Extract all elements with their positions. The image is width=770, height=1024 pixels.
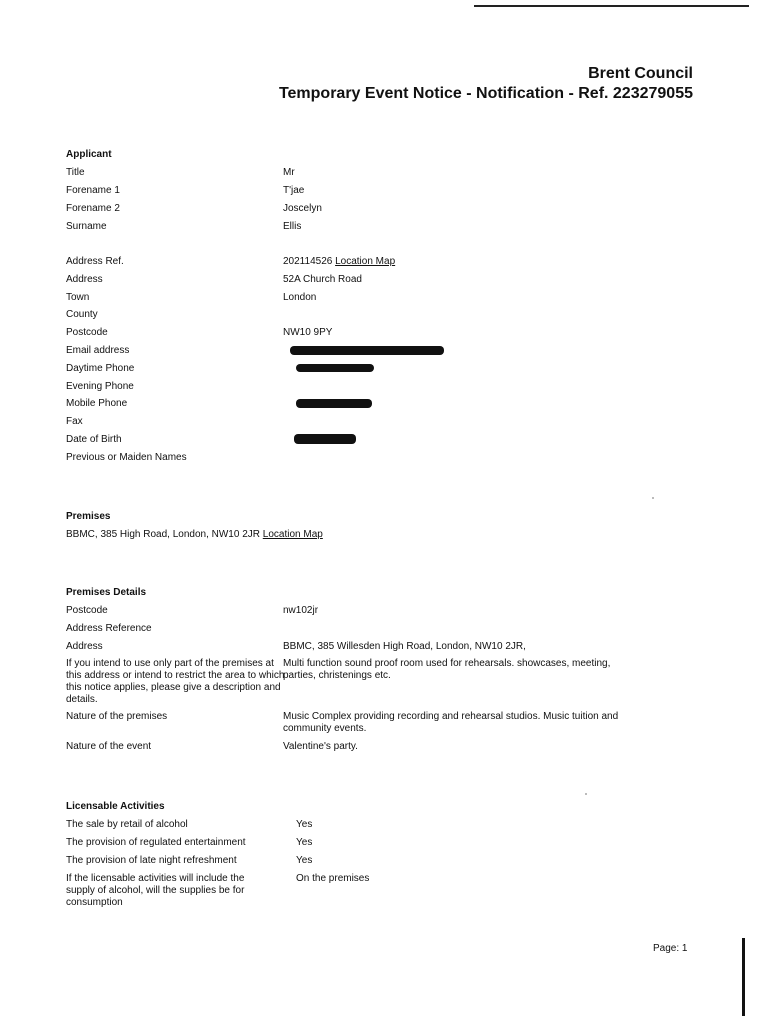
postcode-value: NW10 9PY bbox=[283, 327, 333, 338]
title-value: Mr bbox=[283, 167, 295, 178]
address-ref-value bbox=[283, 256, 623, 268]
town-label: Town bbox=[66, 292, 90, 303]
pd-postcode-label: Postcode bbox=[66, 605, 108, 616]
address-value: 52A Church Road bbox=[283, 274, 362, 285]
pd-part-label: If you intend to use only part of the premises at this address or intend to restrict the area to which this notice applies, please give a description and details. bbox=[66, 658, 285, 705]
fax-label: Fax bbox=[66, 416, 83, 427]
scan-speck bbox=[585, 793, 587, 795]
forename1-value: T'jae bbox=[283, 185, 305, 196]
notice-title: Temporary Event Notice - Notification - Ref. 223279055 bbox=[278, 85, 693, 102]
licensable-section-title: Licensable Activities bbox=[66, 801, 165, 812]
premises-address-text: BBMC, 385 High Road, London, NW10 2JR bbox=[66, 529, 260, 540]
alcohol-value: Yes bbox=[296, 819, 313, 830]
pd-postcode-value: nw102jr bbox=[283, 605, 319, 616]
premises-address bbox=[66, 529, 323, 540]
email-label: Email address bbox=[66, 345, 130, 356]
pd-nature-event-label: Nature of the event bbox=[66, 741, 152, 752]
page-number: Page: 1 bbox=[653, 943, 688, 954]
evening-phone-label: Evening Phone bbox=[66, 381, 134, 392]
alcohol-label: The sale by retail of alcohol bbox=[66, 819, 188, 830]
pd-address-ref-label: Address Reference bbox=[66, 623, 152, 634]
mobile-phone-label: Mobile Phone bbox=[66, 398, 128, 409]
postcode-label: Postcode bbox=[66, 327, 108, 338]
forename1-label: Forename 1 bbox=[66, 185, 120, 196]
town-value: London bbox=[283, 292, 317, 303]
entertainment-value: Yes bbox=[296, 837, 313, 848]
applicant-section-title: Applicant bbox=[66, 149, 112, 160]
pd-nature-premises-value: Music Complex providing recording and rehearsal studios. Music tuition and community events. bbox=[283, 711, 619, 734]
pd-address-label: Address bbox=[66, 641, 103, 652]
top-rule bbox=[474, 5, 749, 7]
title-label: Title bbox=[66, 167, 85, 178]
forename2-value: Joscelyn bbox=[283, 203, 322, 214]
dob-label: Date of Birth bbox=[66, 434, 122, 445]
refreshment-label: The provision of late night refreshment bbox=[66, 855, 237, 866]
dob-redaction bbox=[294, 434, 356, 444]
address-label: Address bbox=[66, 274, 103, 285]
pd-address-value: BBMC, 385 Willesden High Road, London, NW10 2JR, bbox=[283, 641, 526, 652]
surname-label: Surname bbox=[66, 221, 107, 232]
pd-part-value: Multi function sound proof room used for rehearsals. showcases, meeting, parties, christenings etc. bbox=[283, 658, 611, 681]
scan-speck bbox=[652, 497, 654, 499]
consumption-label: If the licensable activities will include the supply of alcohol, will the supplies be for consumption bbox=[66, 873, 245, 908]
daytime-phone-label: Daytime Phone bbox=[66, 363, 135, 374]
right-edge-bar bbox=[742, 938, 745, 1016]
premises-details-section-title: Premises Details bbox=[66, 587, 147, 598]
premises-section-title: Premises bbox=[66, 511, 111, 522]
email-redaction bbox=[290, 346, 444, 355]
refreshment-value: Yes bbox=[296, 855, 313, 866]
pd-nature-event-value: Valentine's party. bbox=[283, 741, 358, 752]
county-label: County bbox=[66, 309, 98, 320]
consumption-value: On the premises bbox=[296, 873, 370, 884]
mobile-phone-redaction bbox=[296, 399, 372, 408]
council-name: Brent Council bbox=[588, 65, 693, 82]
address-ref-label: Address Ref. bbox=[66, 256, 124, 267]
premises-location-map-link[interactable]: Location Map bbox=[262, 529, 323, 540]
entertainment-label: The provision of regulated entertainment bbox=[66, 837, 246, 848]
previous-names-label: Previous or Maiden Names bbox=[66, 452, 187, 463]
daytime-phone-redaction bbox=[296, 364, 374, 372]
address-ref-number: 202114526 bbox=[283, 256, 333, 267]
surname-value: Ellis bbox=[283, 221, 302, 232]
location-map-link[interactable]: Location Map bbox=[335, 256, 396, 267]
forename2-label: Forename 2 bbox=[66, 203, 120, 214]
pd-nature-premises-label: Nature of the premises bbox=[66, 711, 168, 722]
